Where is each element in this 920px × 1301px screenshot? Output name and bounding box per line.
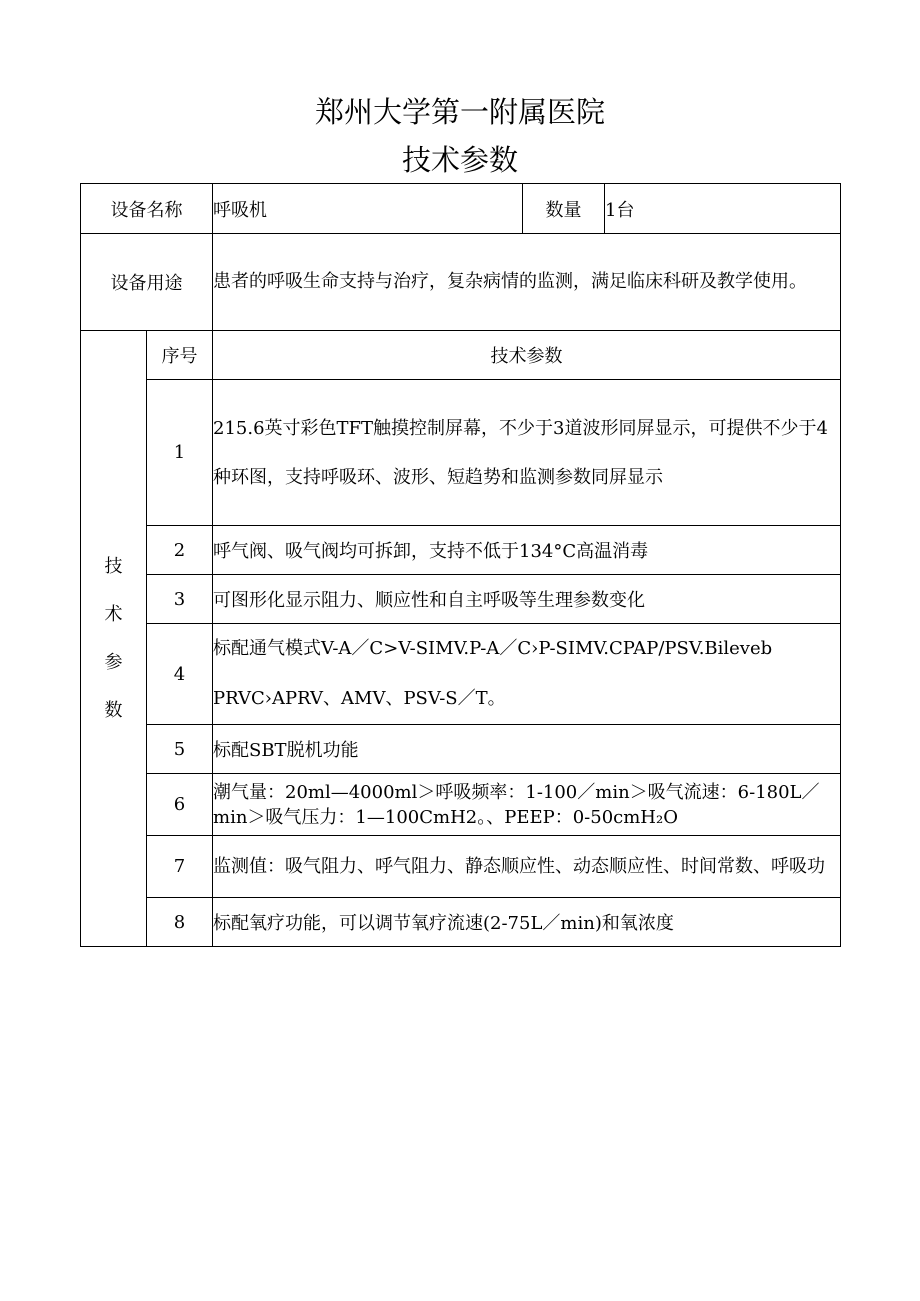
device-name-label: 设备名称 xyxy=(81,184,213,234)
row-text: 呼气阀、吸气阀均可拆卸，支持不低于134°C高温消毒 xyxy=(213,526,841,575)
table-row xyxy=(81,526,841,575)
row-seq: 5 xyxy=(147,725,213,774)
column-header-seq: 序号 xyxy=(147,331,213,380)
table-row xyxy=(81,725,841,774)
table-row xyxy=(81,836,841,898)
table-row xyxy=(81,575,841,624)
column-header-param: 技术参数 xyxy=(213,331,841,380)
device-name-value: 呼吸机 xyxy=(213,184,523,234)
device-use-value: 患者的呼吸生命支持与治疗，复杂病情的监测，满足临床科研及教学使用。 xyxy=(213,234,841,331)
table-row-device-use xyxy=(81,234,841,331)
row-text: 标配氧疗功能，可以调节氧疗流速(2-75L／min)和氧浓度 xyxy=(213,898,841,947)
spec-table xyxy=(80,183,841,947)
spec-side-label xyxy=(81,331,147,947)
side-char: 技 xyxy=(104,555,123,577)
side-char: 参 xyxy=(104,651,123,673)
row-seq: 4 xyxy=(147,624,213,725)
row-text: 可图形化显示阻力、顺应性和自主呼吸等生理参数变化 xyxy=(213,575,841,624)
table-row-device-name xyxy=(81,184,841,234)
table-row xyxy=(81,380,841,526)
row-text: 标配通气模式V-A／C>V-SIMV.P-A／C›P-SIMV.CPAP/PSV.Bileveb PRVC›APRV、AMV、PSV-S／T。 xyxy=(213,624,841,725)
side-char: 数 xyxy=(104,699,123,721)
table-row-header xyxy=(81,331,841,380)
table-row xyxy=(81,774,841,836)
document-title: 技术参数 xyxy=(401,143,518,177)
institution-title: 郑州大学第一附属医院 xyxy=(314,95,605,129)
side-char: 术 xyxy=(104,603,123,625)
row-text: 监测值：吸气阻力、呼气阻力、静态顺应性、动态顺应性、时间常数、呼吸功 xyxy=(213,836,841,898)
row-seq: 1 xyxy=(147,380,213,526)
row-seq: 2 xyxy=(147,526,213,575)
quantity-value: 1台 xyxy=(605,184,841,234)
row-text: 215.6英寸彩色TFT触摸控制屏幕，不少于3道波形同屏显示，可提供不少于4种环图，支持呼吸环、波形、短趋势和监测参数同屏显示 xyxy=(213,380,841,526)
row-text: 潮气量：20ml—4000ml＞呼吸频率：1-100／min＞吸气流速：6-180L／min＞吸气压力：1—100CmH2。、PEEP：0-50cmH₂O xyxy=(213,774,841,836)
row-seq: 3 xyxy=(147,575,213,624)
row-seq: 8 xyxy=(147,898,213,947)
table-row xyxy=(81,624,841,725)
row-text: 标配SBT脱机功能 xyxy=(213,725,841,774)
device-use-label: 设备用途 xyxy=(81,234,213,331)
table-row xyxy=(81,898,841,947)
quantity-label: 数量 xyxy=(523,184,605,234)
row-seq: 7 xyxy=(147,836,213,898)
row-seq: 6 xyxy=(147,774,213,836)
